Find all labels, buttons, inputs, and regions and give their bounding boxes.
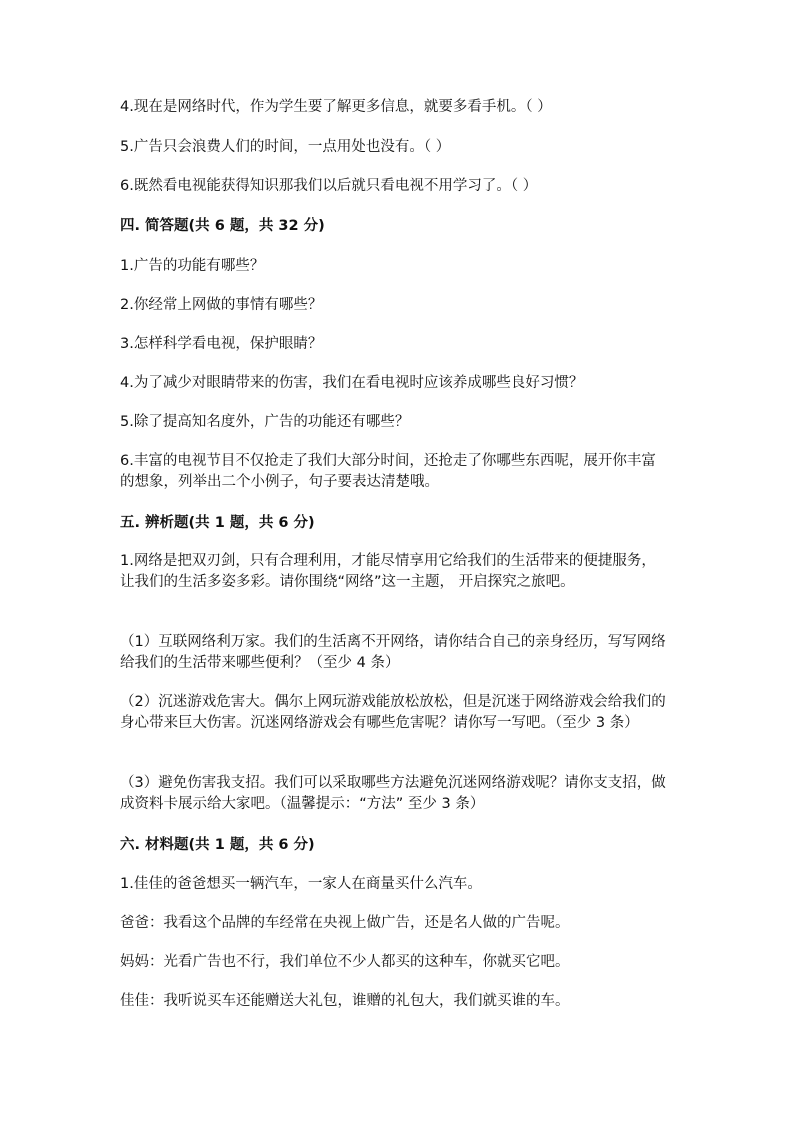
analysis-question-intro: 1.网络是把双刃剑，只有合理利用，才能尽情享用它给我们的生活带来的便捷服务，让我们的生活多姿多彩。请你围绕“网络”这一主题， 开启探究之旅吧。 — [120, 553, 656, 590]
short-answer-question-1: 1.广告的功能有哪些？ — [120, 258, 265, 274]
section-6-heading: 六. 材料题(共 1 题，共 6 分) — [120, 837, 315, 853]
short-answer-question-6: 6.丰富的电视节目不仅抢走了我们大部分时间，还抢走了你哪些东西呢，展开你丰富的想象，列举出二个小例子，句子要表达清楚哦。 — [120, 453, 656, 490]
short-answer-question-3: 3.怎样科学看电视，保护眼睛？ — [120, 336, 323, 352]
analysis-subquestion-1: （1）互联网络利万家。我们的生活离不开网络，请你结合自己的亲身经历，写写网络给我们的生活带来哪些便利？（至少 4 条） — [120, 634, 666, 671]
judgment-item-4: 4.现在是网络时代，作为学生要了解更多信息，就要多看手机。（ ） — [120, 99, 552, 115]
dialogue-line-dad: 爸爸：我看这个品牌的车经常在央视上做广告，还是名人做的广告呢。 — [120, 915, 570, 931]
dialogue-line-mom: 妈妈：光看广告也不行，我们单位不少人都买的这种车，你就买它吧。 — [120, 954, 570, 970]
analysis-subquestion-2: （2）沉迷游戏危害大。偶尔上网玩游戏能放松放松，但是沉迷于网络游戏会给我们的身心带来巨大伤害。沉迷网络游戏会有哪些危害呢？请你写一写吧。（至少 3 条） — [120, 694, 666, 731]
section-5-heading: 五. 辨析题(共 1 题，共 6 分) — [120, 515, 315, 531]
analysis-subquestion-3: （3）避免伤害我支招。我们可以采取哪些方法避免沉迷网络游戏呢？请你支支招，做成资料卡展示给大家吧。（温馨提示：“方法” 至少 3 条） — [120, 775, 666, 812]
material-question-intro: 1.佳佳的爸爸想买一辆汽车，一家人在商量买什么汽车。 — [120, 876, 482, 892]
judgment-item-6: 6.既然看电视能获得知识那我们以后就只看电视不用学习了。（ ） — [120, 178, 538, 194]
short-answer-question-2: 2.你经常上网做的事情有哪些？ — [120, 297, 323, 313]
judgment-item-5: 5.广告只会浪费人们的时间，一点用处也没有。（ ） — [120, 139, 451, 155]
short-answer-question-4: 4.为了减少对眼睛带来的伤害，我们在看电视时应该养成哪些良好习惯？ — [120, 375, 584, 391]
short-answer-question-5: 5.除了提高知名度外，广告的功能还有哪些？ — [120, 414, 410, 430]
dialogue-line-jiajia: 佳佳：我听说买车还能赠送大礼包，谁赠的礼包大，我们就买谁的车。 — [120, 993, 570, 1009]
section-4-heading: 四. 简答题(共 6 题，共 32 分) — [120, 218, 325, 234]
